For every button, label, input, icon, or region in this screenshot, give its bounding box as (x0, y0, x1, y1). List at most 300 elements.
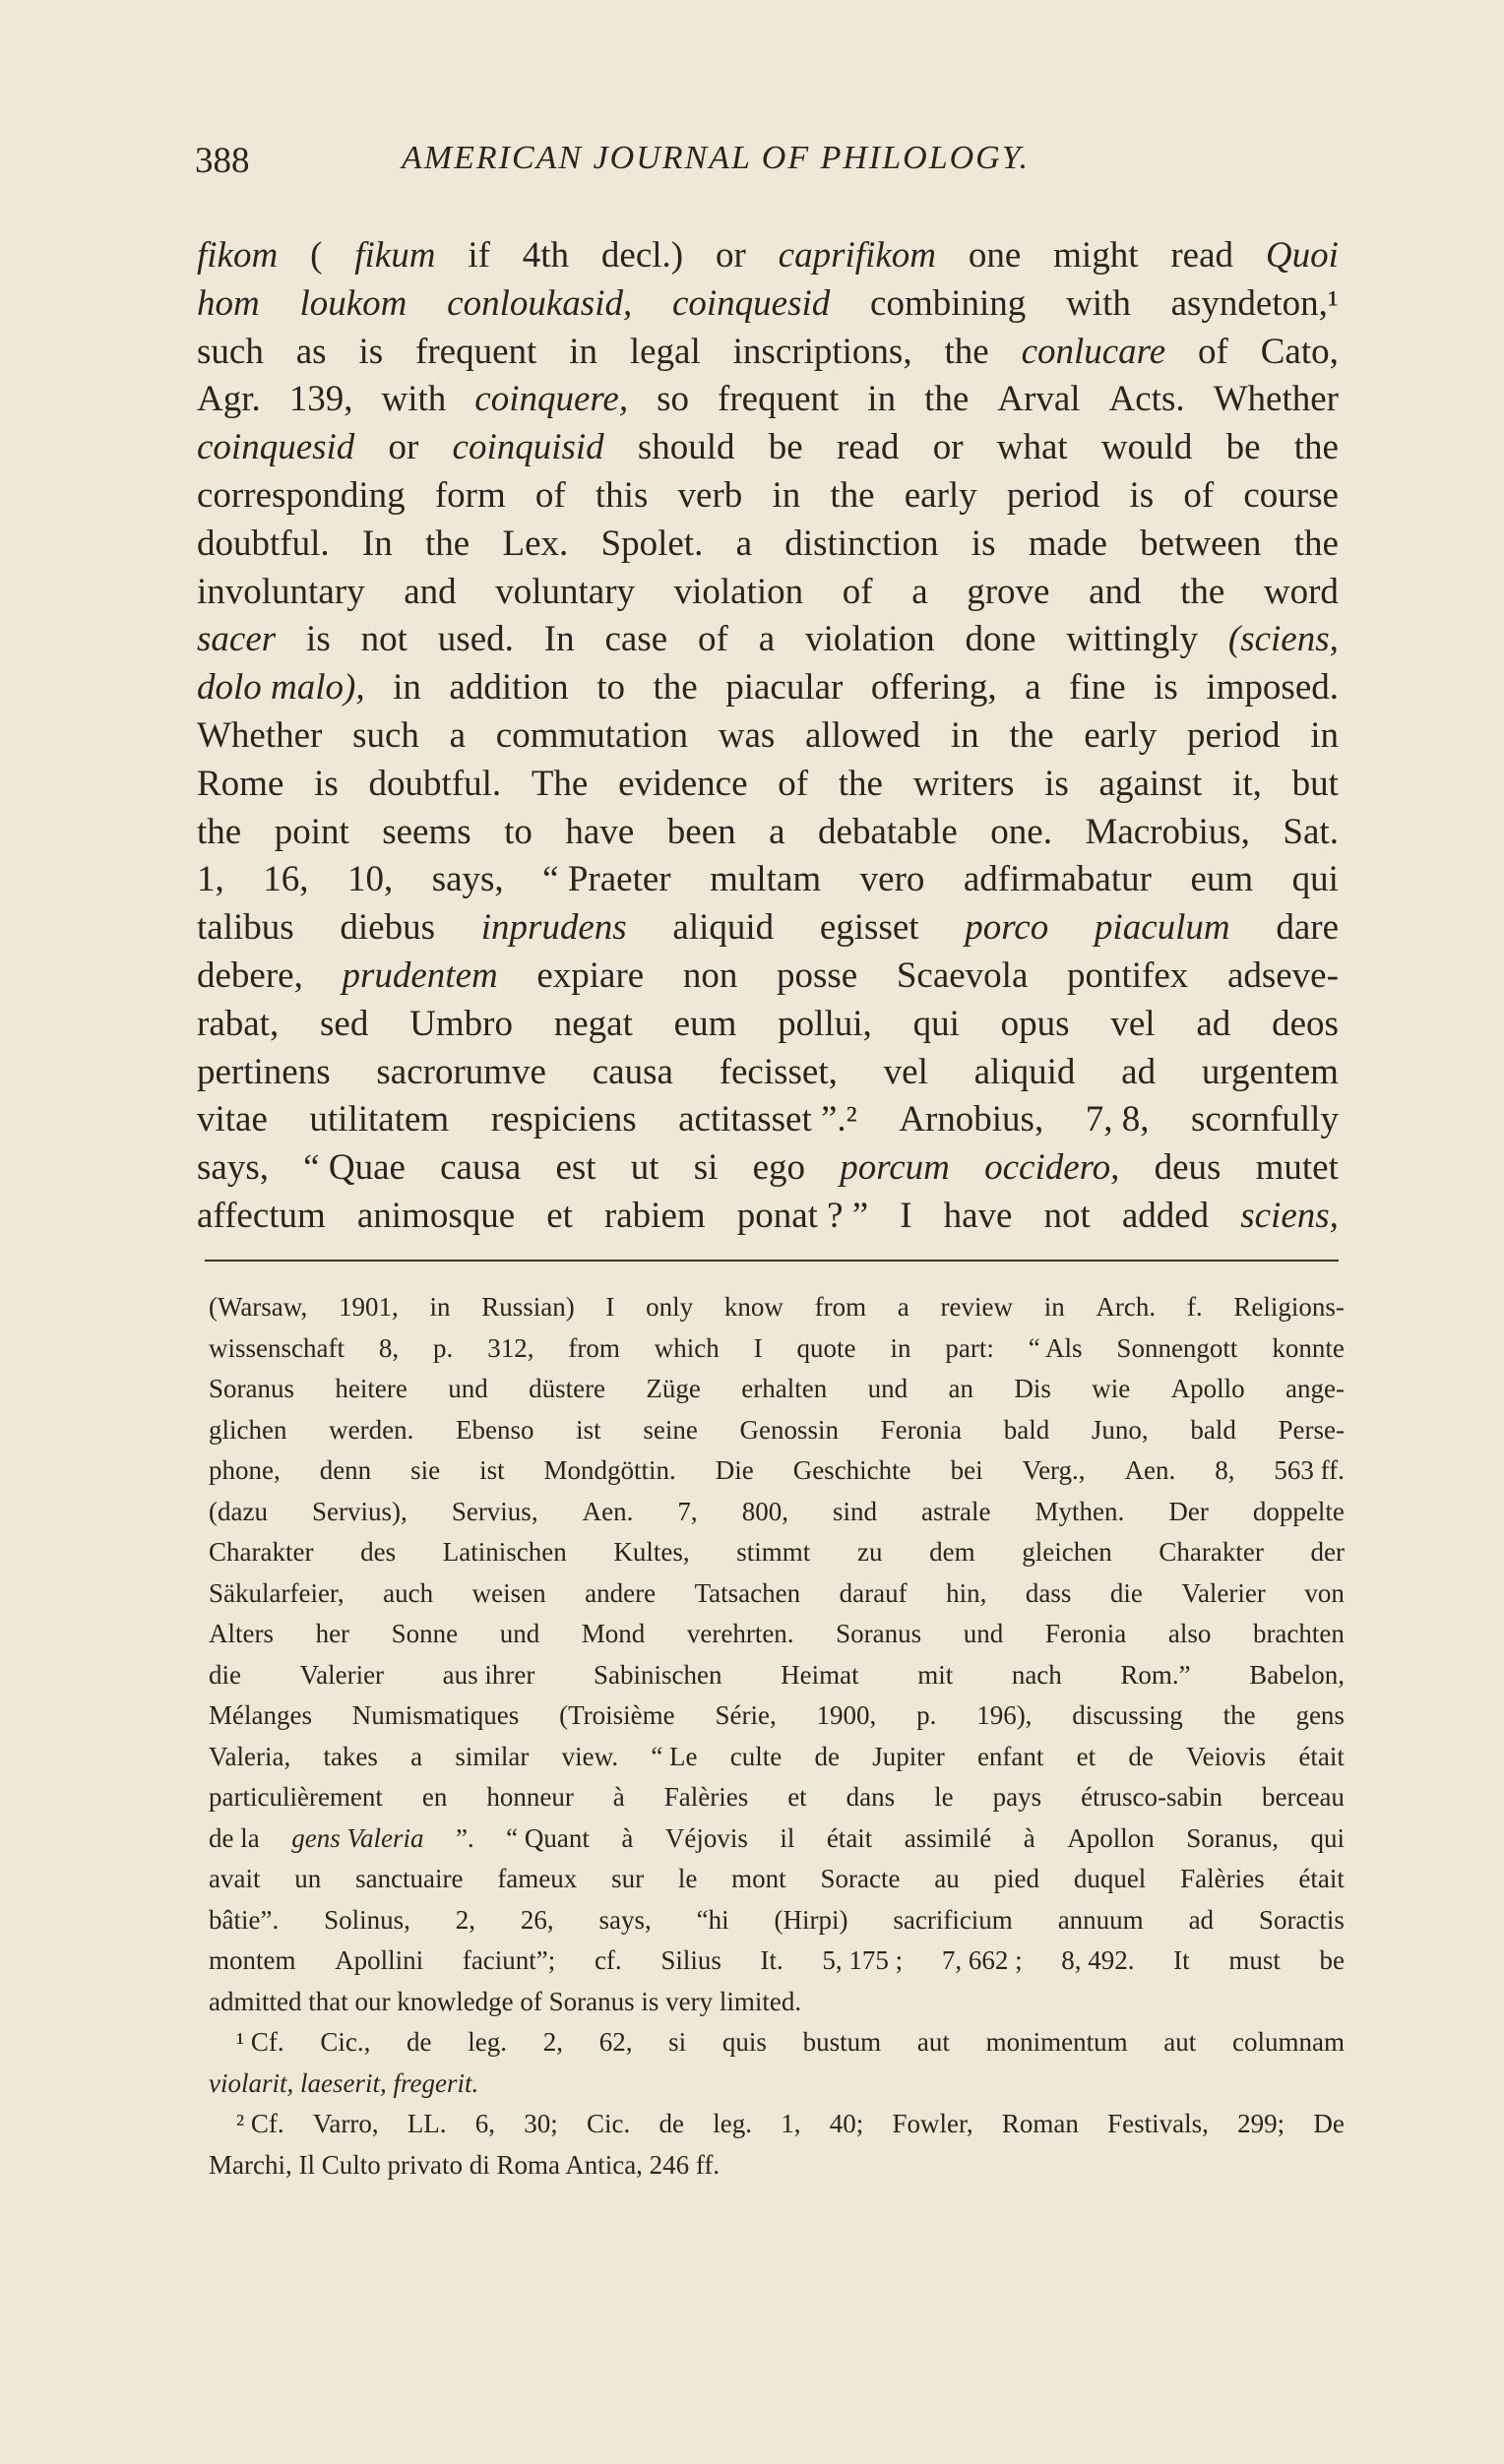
word: seine (643, 1414, 698, 1445)
word: deos (1272, 1003, 1339, 1044)
word: imposed. (1206, 667, 1339, 708)
word: p. (916, 1700, 937, 1730)
word: part: (945, 1332, 994, 1363)
word: debere, (197, 955, 303, 996)
word: 30; (524, 2109, 558, 2138)
word: en (421, 1782, 448, 1812)
word: in (569, 331, 597, 372)
word: bâtie”. (209, 1904, 280, 1935)
word: her (315, 1619, 350, 1648)
word: a (1025, 667, 1041, 708)
word: Falèries (1180, 1864, 1265, 1893)
word: (Hirpi) (774, 1904, 848, 1935)
word: in (429, 1292, 451, 1322)
word: Soranus, (1186, 1822, 1279, 1853)
word: period (1006, 474, 1100, 516)
word: egisset (819, 907, 919, 949)
word: columnam (1232, 2027, 1345, 2057)
word: particulièrement (209, 1782, 383, 1812)
text-line (197, 329, 1339, 377)
word: quis (721, 2027, 767, 2057)
word: 196), (976, 1700, 1033, 1730)
word: Silius (660, 1945, 721, 1975)
word: wissenschaft (209, 1332, 345, 1363)
word: porco (965, 907, 1049, 949)
word: says, (431, 859, 504, 900)
word: respiciens (490, 1099, 637, 1140)
word: die (1109, 1577, 1143, 1608)
word: Véjovis (664, 1822, 748, 1853)
word: 1900, (816, 1700, 877, 1730)
word: Perse- (1278, 1414, 1345, 1445)
word: était (1298, 1864, 1345, 1893)
word: Whether (197, 714, 323, 756)
page-number: 388 (195, 141, 250, 181)
word: vel (1110, 1003, 1156, 1044)
word: ist (576, 1414, 601, 1445)
word: und (867, 1374, 909, 1403)
word: 7, (677, 1496, 698, 1526)
word: Servius, (451, 1496, 538, 1526)
word: of (1198, 331, 1228, 372)
word: multam (710, 859, 822, 900)
footnote-line (209, 1940, 1345, 1982)
word: vel (883, 1051, 928, 1092)
word: the (1222, 1700, 1256, 1730)
text-line (197, 424, 1339, 472)
text-line (197, 904, 1339, 953)
word: is (1154, 667, 1178, 708)
word: Mond (581, 1619, 646, 1648)
word: il (780, 1822, 795, 1853)
word: Heimat (781, 1659, 859, 1690)
word: Züge (646, 1374, 701, 1403)
word: the (197, 811, 242, 852)
word: werden. (329, 1414, 414, 1445)
word: sind (832, 1496, 877, 1526)
word: asyndeton,¹ (1170, 282, 1339, 324)
word: I (900, 1195, 912, 1236)
word: point (274, 811, 349, 852)
word: ¹ Cf. (236, 2027, 284, 2057)
word: to (504, 811, 533, 852)
word: added (1121, 1195, 1210, 1236)
word: Agr. (197, 379, 261, 420)
footnote-line (209, 1328, 1345, 1370)
word: Geschichte (792, 1455, 911, 1485)
word: phone, (209, 1455, 281, 1485)
word: Feronia (880, 1414, 963, 1445)
word: était (826, 1822, 873, 1853)
word: The (531, 763, 589, 804)
word: astrale (921, 1496, 991, 1526)
word: si (668, 2027, 687, 2057)
word: brachten (1252, 1619, 1345, 1648)
word: “ Quant (506, 1822, 590, 1853)
word: Whether (1213, 379, 1339, 420)
text-line (197, 616, 1339, 664)
word: or (932, 427, 964, 468)
word: 139, (288, 379, 353, 420)
footnote-line (209, 1737, 1345, 1778)
word: coinquere, (474, 379, 629, 420)
word: sacrorumve (376, 1051, 546, 1092)
word: is (306, 619, 331, 660)
word: Valeria, (209, 1741, 291, 1771)
word: Latinischen (442, 1537, 567, 1567)
word: des (360, 1537, 397, 1567)
word: 563 ff. (1274, 1455, 1345, 1485)
word: be (1319, 1945, 1345, 1975)
word: know (723, 1292, 783, 1322)
word: le (677, 1864, 698, 1893)
word: early (1084, 714, 1158, 756)
word: Lex. (502, 523, 569, 564)
text-line (197, 521, 1339, 569)
word: Verg., (1022, 1455, 1086, 1485)
word: from (814, 1292, 867, 1322)
word: prudentem (342, 955, 498, 996)
word: in (1310, 714, 1339, 756)
word: involuntary (197, 571, 365, 612)
word: in (890, 1332, 911, 1363)
word: fine (1069, 667, 1126, 708)
word: assimilé (904, 1822, 992, 1853)
word: hin, (946, 1577, 987, 1608)
word: qui (1291, 859, 1339, 900)
word: so (657, 379, 690, 420)
word: as (295, 331, 327, 372)
word: Jupiter (872, 1741, 945, 1771)
word: ponat ? ” (736, 1195, 869, 1236)
word: gens (1295, 1700, 1345, 1730)
word: monimentum (985, 2027, 1128, 2057)
word: Charakter (209, 1537, 314, 1567)
word: corresponding (197, 474, 406, 516)
word: der (1310, 1537, 1345, 1567)
word: de (658, 2109, 684, 2138)
word: honneur (486, 1782, 574, 1812)
word: Dis (1014, 1374, 1051, 1403)
word: of (1183, 474, 1215, 516)
word: Mélanges (209, 1700, 312, 1730)
text-line (197, 472, 1339, 521)
word: early (904, 474, 977, 516)
word: ”. (455, 1822, 474, 1853)
footnote-line (209, 1695, 1345, 1737)
word: of (698, 619, 728, 660)
word: et (787, 1782, 807, 1812)
word: 6, (474, 2109, 496, 2138)
word: dare (1276, 907, 1339, 949)
word: sciens, (1240, 1195, 1339, 1236)
word: Quoi (1265, 235, 1339, 276)
word: von (1304, 1577, 1345, 1608)
footnote-line (209, 1655, 1345, 1696)
word: Numismatiques (351, 1700, 520, 1730)
word: mutet (1255, 1147, 1339, 1189)
word: Fowler, (892, 2109, 973, 2138)
word: Falèries (663, 1782, 749, 1812)
word: Cic. (587, 2109, 631, 2138)
footnote-line (209, 1492, 1345, 1533)
word: fikum (354, 235, 436, 276)
word: Soranus (836, 1619, 922, 1648)
word: f. (1186, 1292, 1203, 1322)
word: such (197, 331, 264, 372)
word: cf. (594, 1945, 622, 1975)
word: duquel (1073, 1864, 1147, 1893)
word: Cic., (320, 2027, 371, 2057)
word: dem (929, 1537, 975, 1567)
word: Genossin (739, 1414, 839, 1445)
word: Russian) (481, 1292, 575, 1322)
word: Apollini (335, 1945, 424, 1975)
word: était (1298, 1741, 1345, 1771)
word: done (965, 619, 1036, 660)
word: sacrificium (893, 1904, 1013, 1935)
word: 10, (346, 859, 394, 900)
word: Roman (1001, 2109, 1079, 2138)
word: be (768, 427, 803, 468)
word: 40; (829, 2109, 864, 2138)
word: Servius), (312, 1496, 407, 1526)
word: not (1043, 1195, 1091, 1236)
word: und (448, 1374, 488, 1403)
text-line (197, 1096, 1339, 1144)
word: sie (410, 1455, 441, 1485)
word: actitasset ”.² (678, 1099, 857, 1140)
word: 4th (522, 235, 570, 276)
word: porcum (840, 1147, 950, 1189)
word: in (1043, 1292, 1065, 1322)
word: konnte (1272, 1332, 1345, 1363)
word: offering, (870, 667, 997, 708)
word: occidero, (984, 1147, 1120, 1189)
word: non (682, 955, 738, 996)
word: 1, (781, 2109, 801, 2138)
word: et (546, 1195, 573, 1236)
word: seems (382, 811, 471, 852)
word: Varro, (312, 2109, 379, 2138)
word: conloukasid, (447, 282, 633, 324)
word: nach (1011, 1659, 1062, 1690)
word: also (1167, 1619, 1212, 1648)
word: caprifikom (778, 235, 936, 276)
word: doubtful. (197, 523, 330, 564)
text-line (197, 856, 1339, 904)
word: 8, (378, 1332, 400, 1363)
word: against (1098, 763, 1203, 804)
word: one (968, 235, 1022, 276)
word: 7, 8, (1085, 1099, 1150, 1140)
word: Der (1168, 1496, 1209, 1526)
word: à (621, 1822, 634, 1853)
word: avait (209, 1864, 261, 1893)
word: und (499, 1619, 540, 1648)
word: In (543, 619, 575, 660)
word: pied (993, 1864, 1040, 1893)
body-text (197, 232, 1339, 1241)
word: wie (1092, 1374, 1131, 1403)
text-line (197, 953, 1339, 1001)
word: evidence (618, 763, 748, 804)
word: scornfully (1190, 1099, 1339, 1140)
word: berceau (1262, 1782, 1345, 1812)
word: heitere (335, 1374, 407, 1403)
footnote-line (209, 1450, 1345, 1492)
word: admitted that our knowledge of Soranus is very limited. (209, 1986, 802, 2016)
word: ange- (1285, 1374, 1345, 1403)
word: 800, (741, 1496, 788, 1526)
word: is (971, 523, 996, 564)
word: only (646, 1292, 694, 1322)
word: affectum (197, 1195, 326, 1236)
word: frequent (415, 331, 537, 372)
footnotes (209, 1287, 1345, 2186)
word: is (358, 331, 384, 372)
word: ad (1121, 1051, 1157, 1092)
word: 26, (520, 1904, 554, 1935)
word: which (654, 1332, 720, 1363)
text-line (197, 761, 1339, 809)
word: leg. (468, 2027, 507, 2057)
word: debatable (818, 811, 958, 852)
word: stimmt (736, 1537, 811, 1567)
word: adseve- (1226, 955, 1339, 996)
word: negat (553, 1003, 633, 1044)
text-line (197, 664, 1339, 712)
word: aut (1163, 2027, 1197, 2057)
word: Juno, (1091, 1414, 1149, 1445)
word: case (604, 619, 668, 660)
word: the (425, 523, 470, 564)
word: 8, 492. (1061, 1945, 1135, 1975)
word: sed (320, 1003, 369, 1044)
word: is (1129, 474, 1155, 516)
word: si (693, 1147, 719, 1189)
word: In (361, 523, 393, 564)
word: utilitatem (309, 1099, 450, 1140)
text-line (197, 1049, 1339, 1097)
word: such (352, 714, 419, 756)
word: in (867, 379, 897, 420)
word: Sat. (1283, 811, 1339, 852)
word: “hi (696, 1904, 729, 1935)
word: the (1180, 571, 1225, 612)
text-line (197, 1193, 1339, 1241)
word: the (838, 763, 883, 804)
word: the (653, 667, 698, 708)
word: dans (846, 1782, 896, 1812)
word: Soracte (820, 1864, 901, 1893)
word: sur (611, 1864, 645, 1893)
word: decl.) (600, 235, 684, 276)
word: used. (437, 619, 514, 660)
word: adfirmabatur (963, 859, 1152, 900)
word: 5, 175 ; (822, 1945, 904, 1975)
word: leg. (713, 2109, 752, 2138)
word: a (735, 523, 753, 564)
word: frequent (718, 379, 840, 420)
word: 312, (487, 1332, 534, 1363)
word: writers (912, 763, 1015, 804)
word: or (388, 427, 419, 468)
footnote-line (209, 1573, 1345, 1615)
word: à (1023, 1822, 1035, 1853)
word: étrusco-sabin (1081, 1782, 1223, 1812)
word: legal (629, 331, 701, 372)
word: “ Le (651, 1741, 698, 1771)
word: aliquid (672, 907, 775, 949)
word: Arval (997, 379, 1081, 420)
word: Valerier (1181, 1577, 1266, 1608)
footnote-line (209, 2064, 1345, 2105)
word: a (758, 619, 776, 660)
word: darauf (839, 1577, 908, 1608)
footnote-line (209, 1859, 1345, 1900)
text-line (197, 280, 1339, 329)
word: est (555, 1147, 596, 1189)
word: been (666, 811, 736, 852)
word: with (381, 379, 447, 420)
word: fecisset, (719, 1051, 838, 1092)
word: Soractis (1258, 1904, 1345, 1935)
word: zu (856, 1537, 883, 1567)
word: ist (479, 1455, 505, 1485)
word: wittingly (1066, 619, 1198, 660)
word: “ Quae (303, 1147, 406, 1189)
word: Tatsachen (694, 1577, 801, 1608)
word: It (1173, 1945, 1190, 1975)
word: animosque (356, 1195, 516, 1236)
word: I (753, 1332, 763, 1363)
word: dass (1025, 1577, 1072, 1608)
word: quote (796, 1332, 856, 1363)
word: düstere (529, 1374, 606, 1403)
word: rabat, (197, 1003, 280, 1044)
word: Rome (197, 763, 284, 804)
word: violarit, laeserit, fregerit. (209, 2067, 479, 2098)
word: doppelte (1252, 1496, 1345, 1526)
word: have (943, 1195, 1013, 1236)
word: eum (1190, 859, 1254, 900)
word: Arch. (1096, 1292, 1157, 1322)
word: Alters (209, 1619, 274, 1648)
footnote-line (209, 1818, 1345, 1860)
word: the (1009, 714, 1054, 756)
word: would (1100, 427, 1193, 468)
word: faciunt”; (462, 1945, 556, 1975)
word: LL. (407, 2109, 447, 2138)
word: Babelon, (1249, 1659, 1345, 1690)
word: voluntary (495, 571, 636, 612)
word: le (934, 1782, 954, 1812)
word: aus ihrer (442, 1659, 535, 1690)
word: a (449, 714, 467, 756)
word: of (842, 571, 873, 612)
word: between (1140, 523, 1262, 564)
running-head: AMERICAN JOURNAL OF PHILOLOGY. (402, 140, 1031, 176)
word: qui (912, 1003, 960, 1044)
word: view. (561, 1741, 619, 1771)
word: a (897, 1292, 909, 1322)
word: must (1228, 1945, 1281, 1975)
word: und (963, 1619, 1004, 1648)
word: conlucare (1021, 331, 1166, 372)
word: sanctuaire (355, 1864, 464, 1893)
word: distinction (784, 523, 939, 564)
